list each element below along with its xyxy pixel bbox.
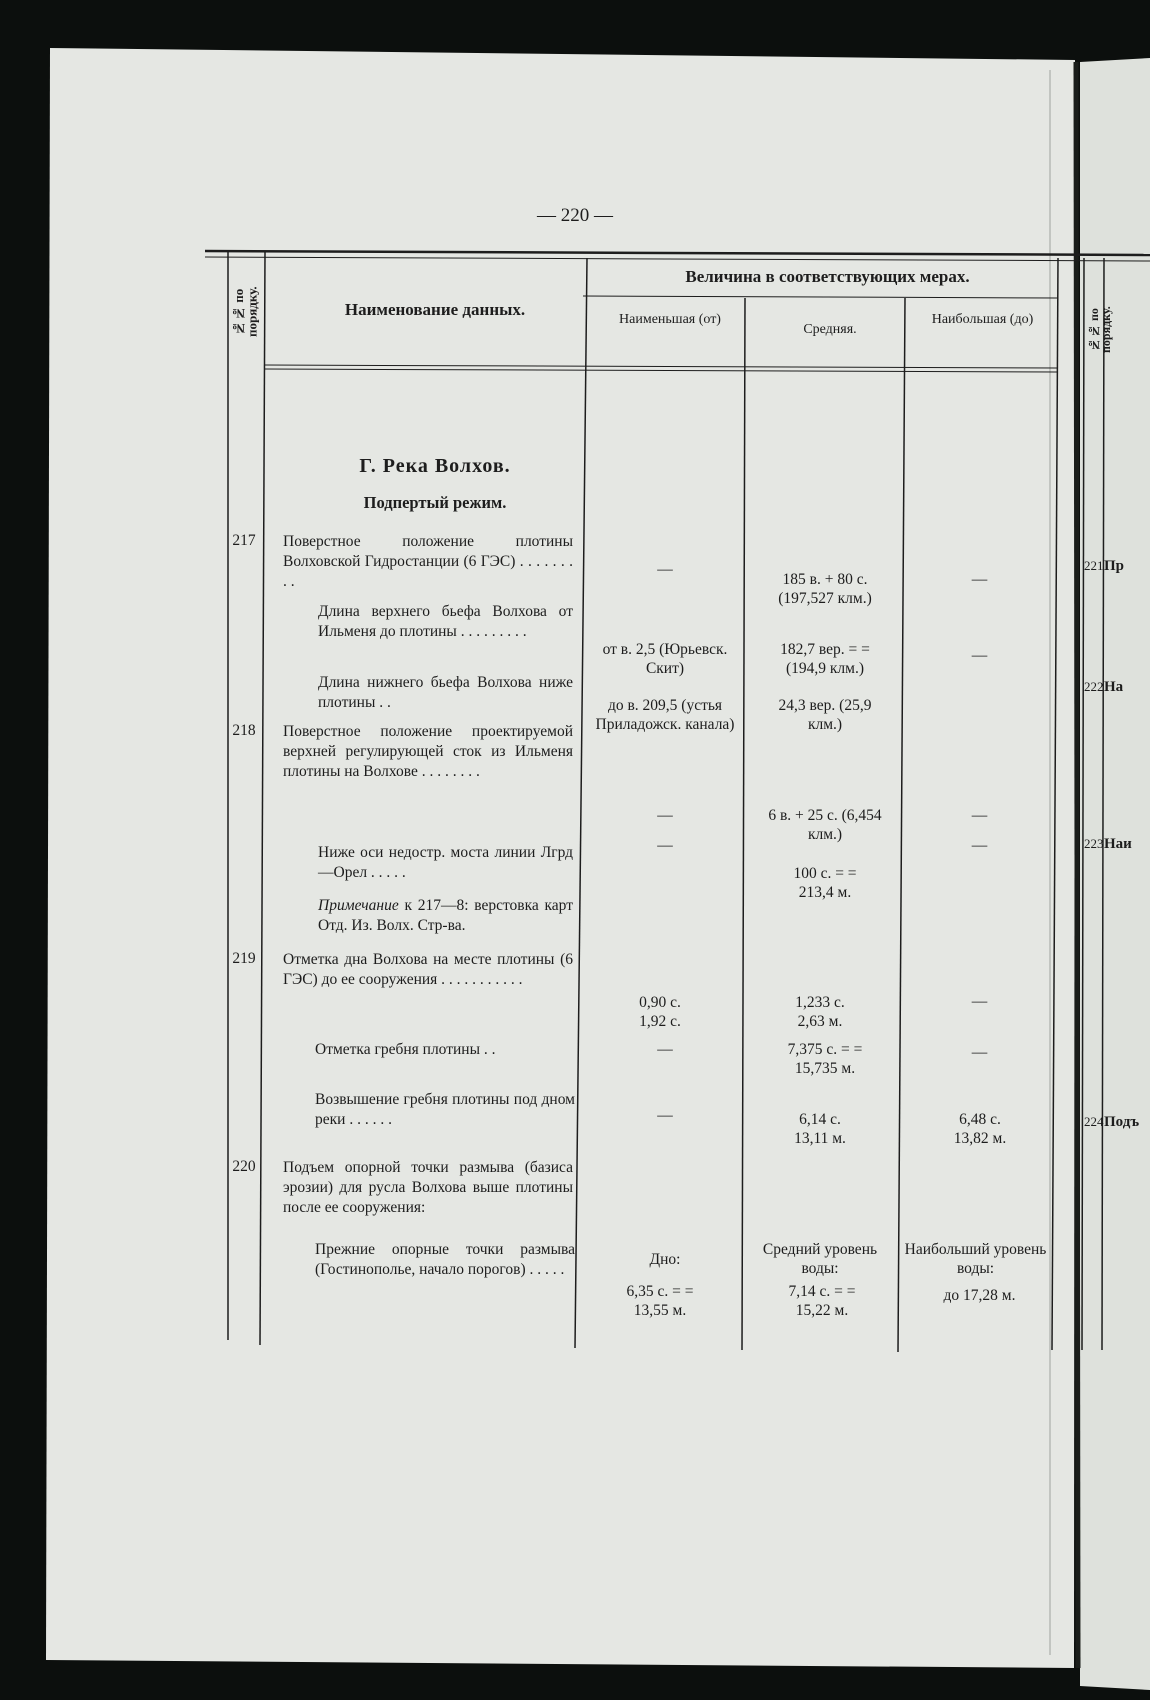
section-title: Г. Река Волхов.: [359, 455, 511, 477]
row-label: Возвышение гребня плотины под дном реки . . . . . .: [315, 1091, 575, 1128]
row-min: —: [657, 837, 673, 854]
value-group-header: Величина в соответствующих мерах.: [685, 267, 970, 286]
row-min-heading: Дно:: [649, 1251, 681, 1268]
row-avg: 100 с. = = 213,4 м.: [793, 865, 857, 901]
row-min: до в. 209,5 (устья Приладожск. канала): [595, 697, 735, 733]
row-avg: 6 в. + 25 с. (6,454 клм.): [768, 807, 882, 843]
row-avg-heading: Средний уровень воды:: [762, 1241, 878, 1277]
row-label: Прежние опорные точки размыва (Гостинополье, начало порогов) . . . . .: [315, 1241, 575, 1278]
row-label: Подъем опорной точки размыва (базиса эрозии) для русла Волхова выше плотины после ее сооружения:: [283, 1159, 573, 1216]
subsection-title: Подпертый режим.: [363, 493, 507, 512]
right-row-number: 223: [1084, 836, 1104, 851]
row-number: 219: [232, 950, 256, 967]
row-number: 220: [232, 1158, 256, 1175]
note-text: [318, 896, 573, 936]
row-number: 217: [232, 532, 256, 549]
row-min: —: [657, 1041, 673, 1058]
row-max-heading: Наибольший уровень воды:: [904, 1241, 1047, 1277]
row-label: Длина нижнего бьефа Волхова ниже плотины . .: [318, 674, 573, 711]
right-row-number: 224: [1084, 1114, 1104, 1129]
note-body: к 217—8: верстовка карт Отд. Из. Волх. Стр-ва.: [318, 897, 573, 934]
right-page-order-header: №№ по порядку.: [1087, 306, 1113, 354]
row-label: Ниже оси недостр. моста линии Лгрд—Орел . . . . .: [318, 844, 573, 881]
right-row-fragment: Пр: [1104, 558, 1125, 574]
order-column-header: №№ по порядку.: [231, 286, 260, 338]
avg-column-header: Средняя.: [803, 322, 857, 337]
note-label: Примечание: [318, 897, 399, 914]
row-avg: 24,3 вер. (25,9 клм.): [778, 697, 872, 733]
right-row-number: 221: [1084, 558, 1104, 573]
row-min: от в. 2,5 (Юрьевск. Скит): [602, 641, 728, 677]
max-column-header: Наибольшая (до): [931, 312, 1034, 327]
row-max: —: [971, 837, 988, 854]
row-max: до 17,28 м.: [943, 1287, 1016, 1304]
row-avg: 7,14 с. = = 15,22 м.: [788, 1283, 856, 1319]
right-row-fragment: На: [1104, 679, 1124, 695]
row-label: Поверстное положение плотины Волховской Гидростанции (6 ГЭС) . . . . . . . . .: [283, 533, 573, 590]
row-max: 6,48 с. 13,82 м.: [953, 1111, 1007, 1147]
right-row-number: 222: [1084, 679, 1104, 694]
row-min: 6,35 с. = = 13,55 м.: [626, 1283, 694, 1319]
row-max: —: [971, 647, 988, 664]
row-max: —: [971, 807, 988, 824]
row-number: 218: [232, 722, 256, 739]
min-column-header: Наименьшая (от): [619, 312, 721, 327]
row-avg: 6,14 с. 13,11 м.: [794, 1111, 846, 1147]
row-label: Длина верхнего бьефа Волхова от Ильменя до плотины . . . . . . . . .: [318, 603, 573, 640]
row-max: —: [971, 1044, 988, 1061]
right-row-fragment: Наи: [1104, 836, 1132, 852]
row-min: —: [657, 807, 673, 824]
row-min: —: [657, 1107, 673, 1124]
right-row-fragment: Подъ: [1104, 1114, 1140, 1130]
row-label: Поверстное положение проектируемой верхней регулирующей сток из Ильменя плотины на Волхове . . . . . . . .: [283, 723, 573, 780]
page-number: — 220 —: [537, 205, 613, 226]
row-avg: 7,375 с. = = 15,735 м.: [787, 1041, 863, 1077]
row-min: —: [657, 561, 673, 578]
name-column-header: Наименование данных.: [344, 300, 526, 319]
row-max: —: [971, 993, 988, 1010]
row-label: Отметка дна Волхова на месте плотины (6 ГЭС) до ее сооружения . . . . . . . . . . .: [283, 951, 573, 988]
row-avg: 1,233 с. 2,63 м.: [795, 994, 845, 1030]
row-min: 0,90 с. 1,92 с.: [639, 994, 681, 1030]
row-avg: 182,7 вер. = = (194,9 клм.): [780, 641, 870, 677]
row-avg: 185 в. + 80 с. (197,527 клм.): [778, 571, 872, 607]
row-max: —: [971, 571, 988, 588]
row-label: Отметка гребня плотины . .: [315, 1041, 496, 1058]
